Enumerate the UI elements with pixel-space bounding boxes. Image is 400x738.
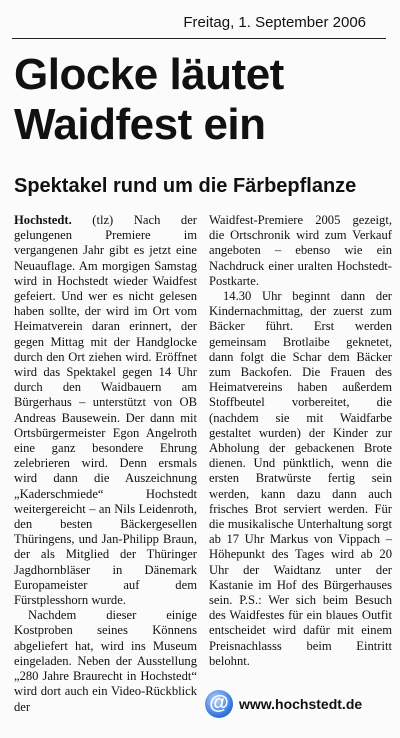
paragraph: Nachdem dieser einige Kostproben seines Könnens abgeliefert hat, wird ins Museum eingeladen. Neben der Ausstellung „280 Jahre Braurecht in Hochstedt“ wird dort auch ein Video-Rückblick der bbox=[14, 608, 197, 714]
article-column-1 bbox=[14, 213, 197, 714]
at-sign-icon: @ bbox=[205, 690, 233, 718]
website-url[interactable]: www.hochstedt.de bbox=[239, 696, 363, 712]
headline-line-2: Waidfest ein bbox=[14, 100, 266, 149]
issue-date: Freitag, 1. September 2006 bbox=[183, 14, 366, 31]
paragraph: 14.30 Uhr beginnt dann der Kindernachmittag, der zuerst zum Bäcker führt. Erst werden gemeinsam Brotlaibe geknetet, dann folgt die Schar dem Bäcker zum Backofen. Die Frauen des Heimatvereins haben außerdem Stoffbeutel vorbereitet, die (nachdem sie mit Waidfarbe gestaltet wurden) der Kinder zur Abholung der gebackenen Brote dienen. Und pünktlich, wenn die ersten Bratwürste fertig sein werden, kann dazu dann auch frisches Brot serviert werden. Für die musikalische Unterhaltung sorgt ab 17 Uhr Markus von Vippach – Höhepunkt des Tages wird ab 20 Uhr der Waidtanz unter der Kastanie im Hof des Bürgerhauses sein. P.S.: Wer sich beim Besuch des Waidfestes für ein blaues Outfit entscheidet wird dafür mit einem Preisnachlasss beim Eintritt belohnt. bbox=[209, 289, 392, 668]
article-column-2 bbox=[209, 213, 392, 685]
headline bbox=[14, 50, 390, 150]
website-box[interactable] bbox=[205, 690, 362, 718]
dateline: Hochstedt. bbox=[14, 213, 72, 227]
paragraph bbox=[14, 213, 197, 608]
paragraph-text: (tlz) Nach der gelungenen Premiere im vergangenen Jahr gibt es jetzt eine Neuauflage. Am morgigen Samstag wird in Hochstedt wieder Waidfest gefeiert. Und wer es nicht gelesen haben sollte, der wird im Ort vom Heimatverein daran erinnert, der gegen Mittag mit der Handglocke durch den Ort ziehen wird. Eröffnet wird das Spektakel gegen 14 Uhr durch den Waidbauern am Bürgerhaus – unterstützt von OB Andreas Bausewein. Der dann mit Ortsbürgermeister Egon Angelroth eine ganz besondere Ehrung zelebrieren wird. Denn ersmals wird dann die Auszeichnung „Kaderschmiede“ Hochstedt weitergereicht – an Nils Leidenroth, den besten Bäckergesellen Thüringens, und Jan-Philipp Braun, der als Mitglied der Thüringer Jagdhornbläser in Dänemark Europameister auf dem Fürstplesshorn wurde. bbox=[14, 213, 197, 608]
headline-line-1: Glocke läutet bbox=[14, 50, 284, 99]
header-rule bbox=[12, 38, 386, 39]
paragraph: Waidfest-Premiere 2005 gezeigt, die Ortschronik wird zum Verkauf angeboten – ebenso wie ein Nachdruck einer uralten Hochstedt-Postkarte. bbox=[209, 213, 392, 288]
subheadline: Spektakel rund um die Färbepflanze bbox=[14, 175, 357, 197]
